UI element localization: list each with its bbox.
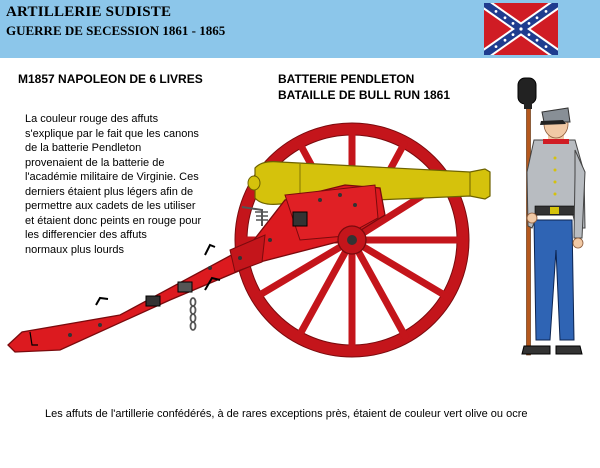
cannon-model-label: M1857 NAPOLEON DE 6 LIVRES xyxy=(18,72,203,86)
battery-name-label: BATTERIE PENDLETON xyxy=(278,72,415,86)
rammer-head-icon xyxy=(518,78,536,104)
axle-icon xyxy=(347,235,357,245)
footer-note: Les affuts de l'artillerie confédérés, à de rares exceptions près, étaient de couleur vert olive ou ocre xyxy=(45,408,528,420)
description-line: de la batterie Pendleton xyxy=(25,142,142,154)
description-line: et étaient donc peints en rouge pour xyxy=(25,214,202,227)
carriage-trail-icon xyxy=(8,185,385,352)
page-subtitle: GUERRE DE SECESSION 1861 - 1865 xyxy=(6,23,226,38)
description-line: derniers étaient plus légers afin de xyxy=(25,185,194,198)
description-line: normaux plus lourds xyxy=(25,243,125,256)
soldier-illustration xyxy=(518,78,585,355)
description-line: l'académie militaire de Virginie. Ces xyxy=(25,171,199,183)
description-line: provenaient de la batterie de xyxy=(25,156,165,169)
description-line: s'explique par le fait que les canons xyxy=(25,127,199,140)
cannon-illustration xyxy=(8,123,490,357)
page-title: ARTILLERIE SUDISTE xyxy=(6,4,172,20)
battle-name-label: BATAILLE DE BULL RUN 1861 xyxy=(278,88,451,102)
description-line: les differencier des affuts xyxy=(25,229,147,241)
description-line: La couleur rouge des affuts xyxy=(25,113,159,125)
description-line: permettre aux cadets de les utiliser xyxy=(25,200,196,212)
